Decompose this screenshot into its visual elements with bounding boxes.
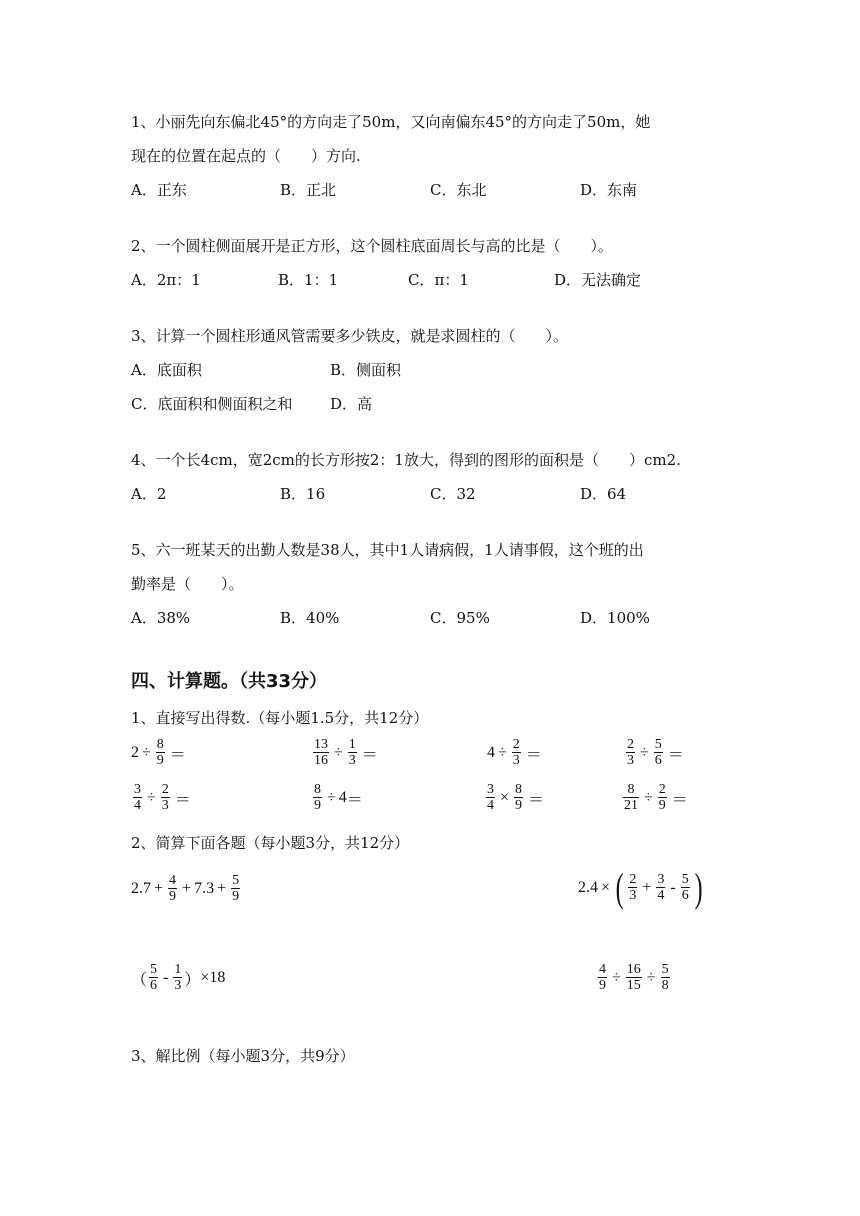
fraction: $\frac{8}{9}$ — [156, 737, 164, 768]
simplify-3: （ 5 6 - 1 3 ） ×18 — [131, 962, 226, 993]
q4-option-a: A．2 — [131, 485, 167, 503]
q1-option-d: D．东南 — [580, 181, 638, 199]
fraction: $\frac{2}{3}$ — [512, 737, 520, 768]
fraction: 5 6 — [681, 872, 689, 903]
q1-option-c: C．东北 — [430, 181, 487, 199]
q5-line2: 勤率是（ ）。 — [131, 575, 244, 593]
q5-line1: 5、六一班某天的出勤人数是38人，其中1人请病假，1人请事假，这个班的出 — [131, 541, 644, 559]
q5-option-a: A．38% — [131, 609, 191, 627]
q2-option-c: C．π：1 — [408, 271, 469, 289]
simplify-4: $\frac{4}{9}$ ÷ $\frac{16}{15}$ ÷ $\frac{5}{8}$ — [599, 962, 669, 993]
q1-option-b: B．正北 — [280, 181, 337, 199]
q2-option-a: A．2π：1 — [131, 271, 201, 289]
q3-option-d: D．高 — [330, 395, 373, 413]
fraction: $\frac{8}{9}$ — [314, 782, 321, 813]
simplify-1: 2.7 + $\frac{4}{9}$ + 7.3 + $\frac{5}{9}$ — [131, 873, 240, 904]
q5-option-d: D．100% — [580, 609, 650, 627]
calc-7: $\frac{3}{4}$ × $\frac{8}{9}$ ＝ — [487, 782, 545, 813]
q1-line1: 1、小丽先向东偏北45°的方向走了50m，又向南偏东45°的方向走了50m，她 — [131, 113, 651, 131]
calc-3: 4 ÷ $\frac{2}{3}$ ＝ — [487, 737, 542, 768]
q2-option-b: B．1：1 — [278, 271, 339, 289]
q2-line1: 2、一个圆柱侧面展开是正方形，这个圆柱底面周长与高的比是（ ）。 — [131, 237, 614, 255]
fraction: $\frac{3}{4}$ — [134, 782, 141, 813]
q5-option-c: C．95% — [430, 609, 490, 627]
q4-option-b: B．16 — [280, 485, 326, 503]
fraction: $\frac{2}{3}$ — [161, 782, 169, 813]
fraction: $\frac{5}{8}$ — [661, 962, 669, 993]
subsection-2-title: 2、简算下面各题（每小题3分，共12分） — [131, 834, 410, 852]
simplify-2: 2.4 × ( 2 3 + $\frac{3}{4}$ - 5 6 ) — [578, 865, 703, 910]
fraction: 2 3 — [629, 872, 637, 903]
q1-option-a: A．正东 — [131, 181, 187, 199]
calc-1: 2 ÷ $\frac{8}{9}$ ＝ — [131, 737, 186, 768]
fraction: $\frac{16}{15}$ — [626, 962, 641, 993]
calc-8: $\frac{8}{21}$ ÷ $\frac{2}{9}$ ＝ — [624, 782, 688, 813]
fraction: $\frac{8}{21}$ — [624, 782, 638, 813]
q4-line1: 4、一个长4cm，宽2cm的长方形按2：1放大，得到的图形的面积是（ ）cm2. — [131, 451, 681, 469]
fraction: 5 6 — [150, 962, 158, 993]
fraction: $\frac{5}{6}$ — [654, 737, 662, 768]
q5-option-b: B．40% — [280, 609, 340, 627]
calc-6: $\frac{8}{9}$ ÷ 4 ＝ — [314, 782, 363, 813]
fraction: $\frac{1}{3}$ — [348, 737, 356, 768]
fraction: $\frac{3}{4}$ — [487, 782, 494, 813]
fraction: $\frac{8}{9}$ — [515, 782, 523, 813]
fraction: $\frac{3}{4}$ — [657, 872, 665, 903]
fraction: $\frac{4}{9}$ — [599, 962, 606, 993]
calc-5: $\frac{3}{4}$ ÷ $\frac{2}{3}$ ＝ — [134, 782, 191, 813]
calc-4: $\frac{2}{3}$ ÷ $\frac{5}{6}$ ＝ — [627, 737, 684, 768]
calc-2: $\frac{13}{16}$ ÷ $\frac{1}{3}$ ＝ — [314, 737, 378, 768]
q4-option-c: C．32 — [430, 485, 476, 503]
fraction: $\frac{13}{16}$ — [314, 737, 328, 768]
q4-option-d: D．64 — [580, 485, 627, 503]
q3-option-a: A．底面积 — [131, 361, 202, 379]
section-title: 四、计算题。（共33分） — [131, 671, 328, 692]
fraction: $\frac{5}{9}$ — [232, 873, 240, 904]
subsection-1-title: 1、直接写出得数.（每小题1.5分，共12分） — [131, 709, 429, 727]
q3-option-b: B．侧面积 — [330, 361, 402, 379]
fraction: $\frac{2}{9}$ — [658, 782, 666, 813]
fraction: $\frac{4}{9}$ — [169, 873, 177, 904]
subsection-3-title: 3、解比例（每小题3分，共9分） — [131, 1047, 355, 1065]
fraction: 1 3 — [174, 962, 182, 993]
q2-option-d: D．无法确定 — [554, 271, 642, 289]
q1-line2: 现在的位置在起点的（ ）方向. — [131, 147, 361, 165]
q3-line1: 3、计算一个圆柱形通风管需要多少铁皮，就是求圆柱的（ ）。 — [131, 327, 569, 345]
q3-option-c: C．底面积和侧面积之和 — [131, 395, 293, 413]
fraction: $\frac{2}{3}$ — [627, 737, 634, 768]
